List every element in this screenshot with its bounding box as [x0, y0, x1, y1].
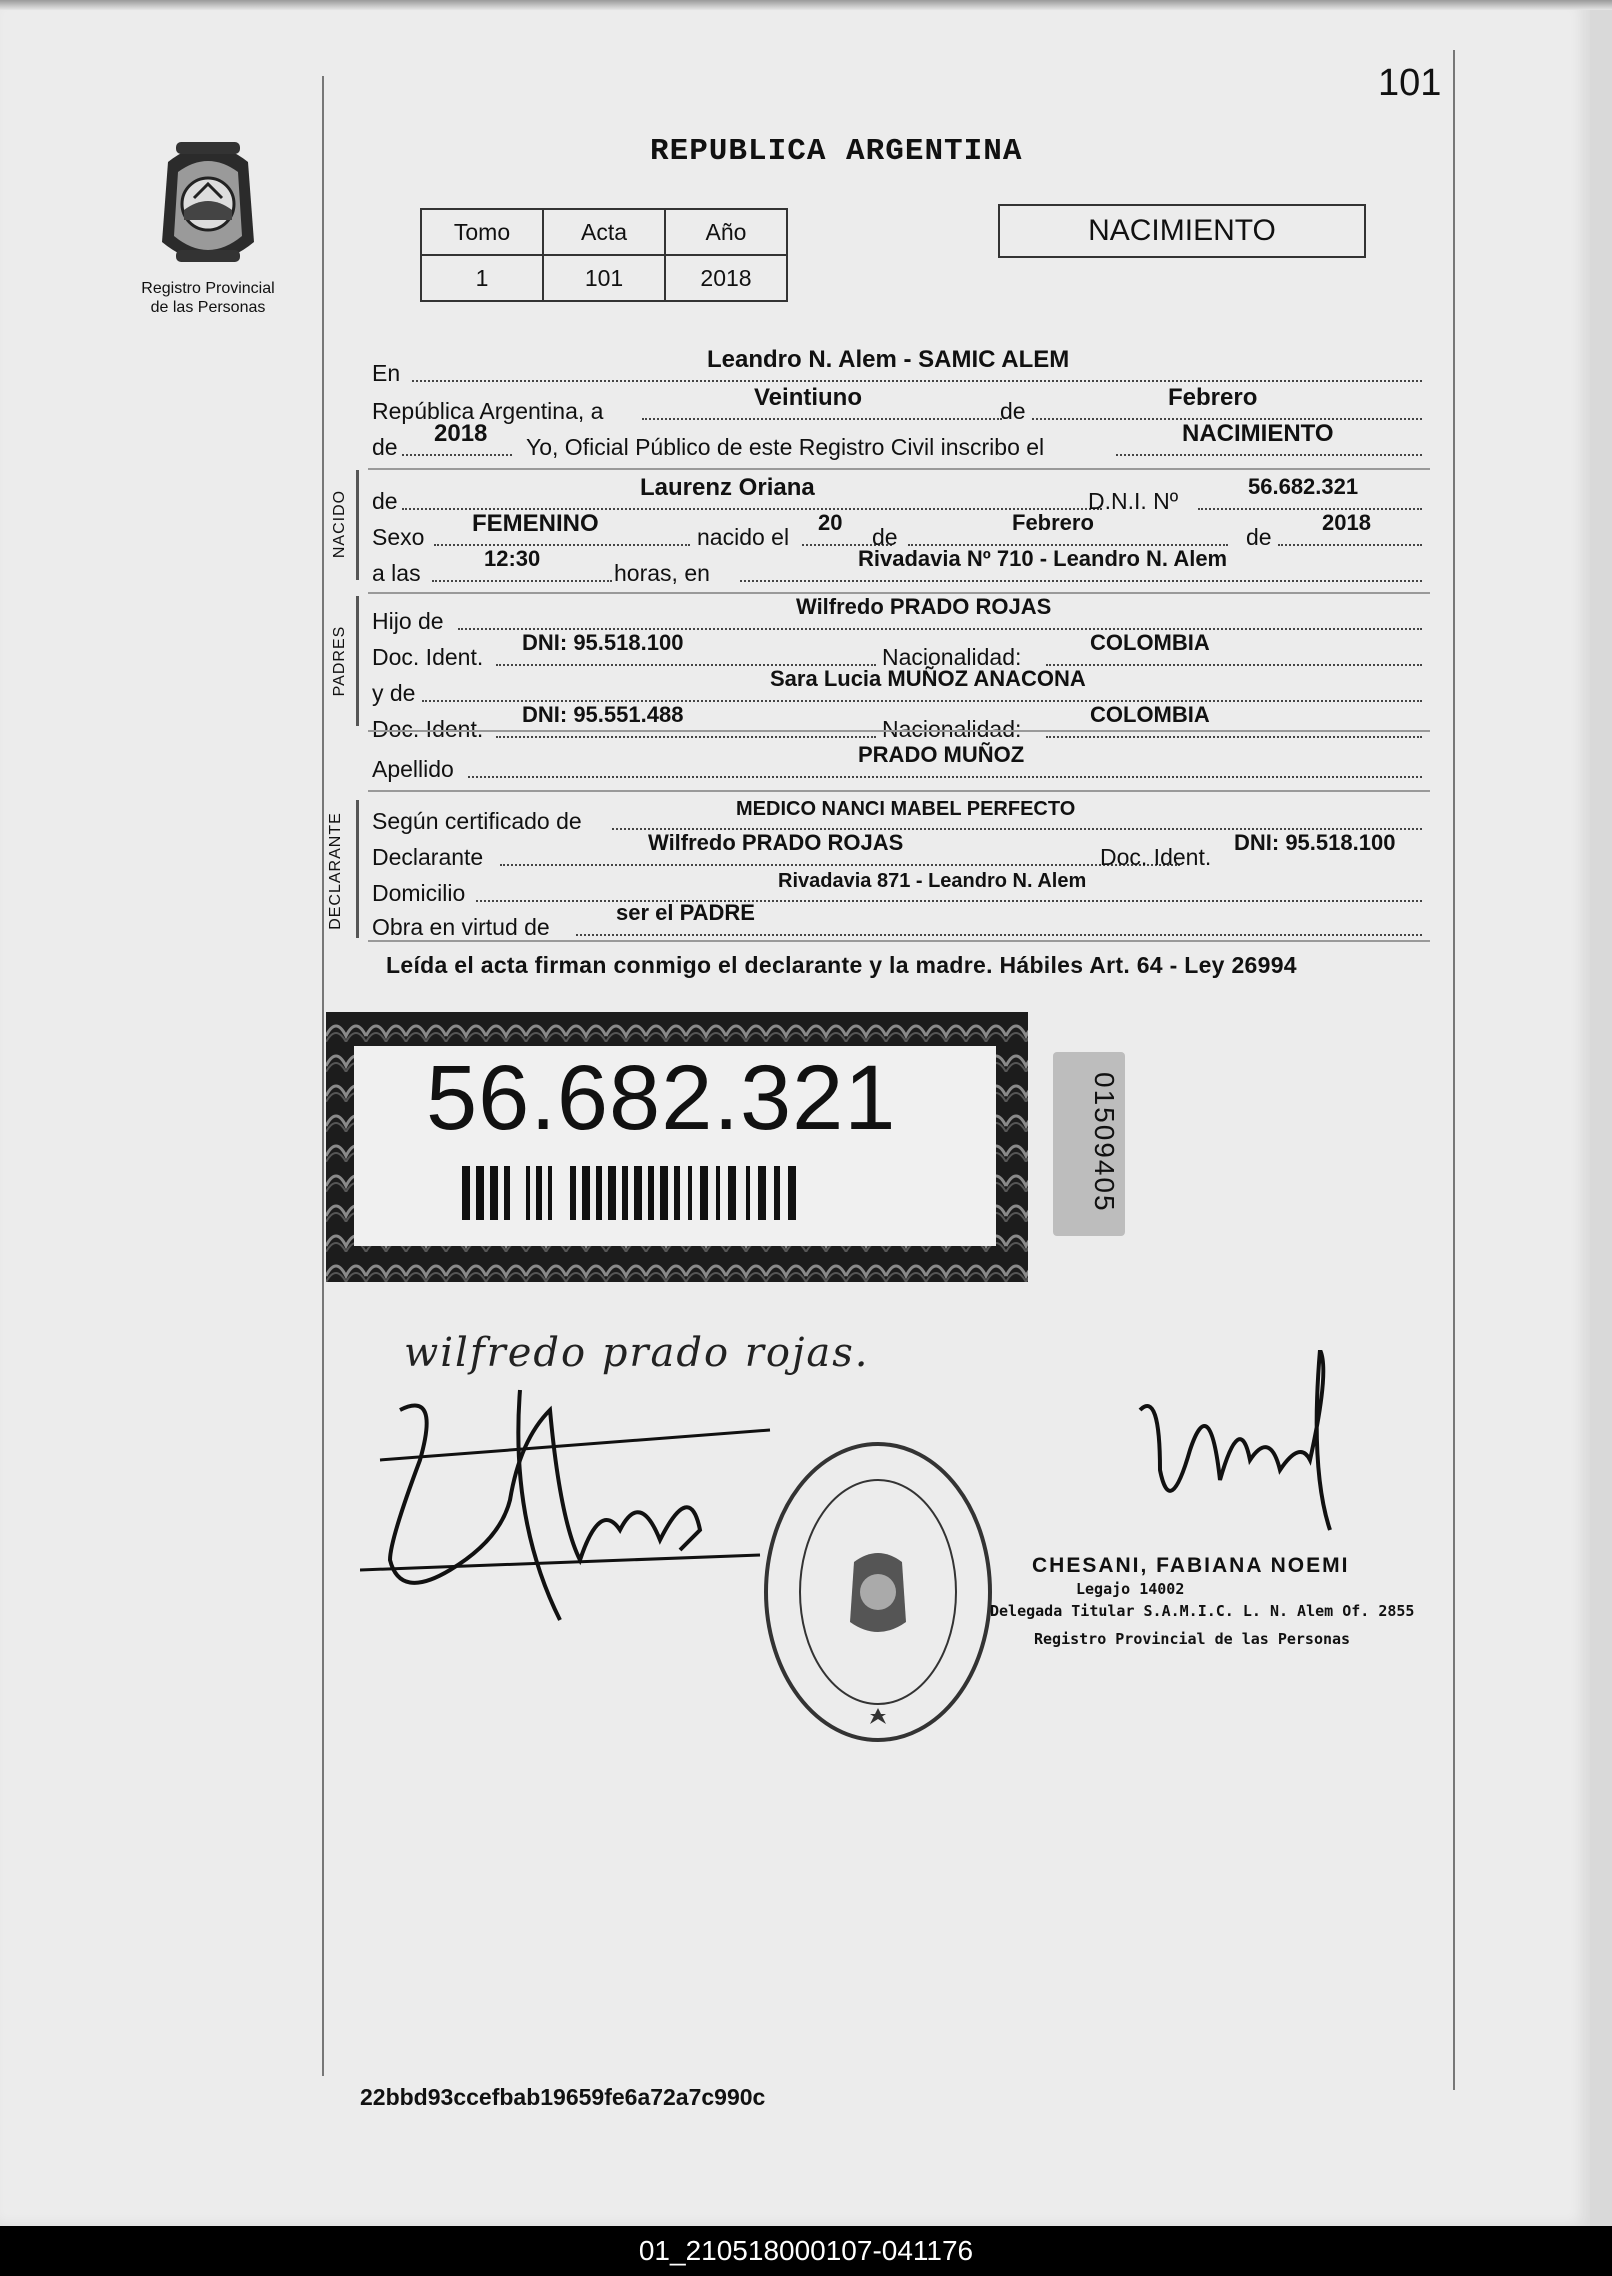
document-title: REPUBLICA ARGENTINA	[650, 134, 1023, 169]
label-de-month: de	[872, 524, 898, 550]
right-margin-line	[1453, 50, 1455, 2090]
label-inscribo: Yo, Oficial Público de este Registro Civil inscribo el	[526, 434, 1045, 460]
official-signature	[1130, 1350, 1350, 1550]
ref-header-anio: Año	[665, 209, 787, 255]
label-de-name: de	[372, 488, 398, 514]
official-stamp	[758, 1436, 998, 1748]
registry-caption	[118, 279, 298, 317]
value-day: Veintiuno	[754, 384, 862, 411]
row-mother-doc	[372, 702, 1428, 742]
value-mother: Sara Lucia MUÑOZ ANACONA	[770, 666, 1086, 691]
value-certificate: MEDICO NANCI MABEL PERFECTO	[736, 798, 1076, 820]
label-doc-declarante: Doc. Ident.	[1100, 844, 1212, 870]
row-name	[372, 474, 1428, 514]
value-sexo: FEMENINO	[472, 510, 599, 537]
reference-table	[420, 208, 788, 302]
value-declarante: Wilfredo PRADO ROJAS	[648, 830, 904, 855]
label-de: de	[1000, 398, 1026, 424]
value-birth-month: Febrero	[1012, 510, 1094, 535]
section-bar-padres	[356, 596, 359, 726]
label-y-de: y de	[372, 680, 416, 706]
value-mother-doc: DNI: 95.551.488	[522, 702, 684, 727]
row-domicilio	[372, 872, 1428, 906]
row-apellido	[372, 742, 1428, 782]
record-type-box: NACIMIENTO	[998, 204, 1366, 258]
section-label-declarante: DECLARANTE	[327, 812, 344, 930]
row-father	[372, 594, 1428, 634]
section-divider	[368, 468, 1430, 470]
value-place: Leandro N. Alem - SAMIC ALEM	[707, 346, 1070, 373]
section-divider	[368, 940, 1430, 942]
value-birth-day: 20	[818, 510, 843, 535]
label-horas: horas, en	[614, 560, 710, 586]
document-hash: 22bbd93ccefbab19659fe6a72a7c990c	[360, 2084, 766, 2110]
label-obra: Obra en virtud de	[372, 914, 550, 940]
official-legajo: Legajo 14002	[1076, 1580, 1185, 1598]
value-mother-nat: COLOMBIA	[1090, 702, 1210, 727]
value-month: Febrero	[1168, 384, 1258, 411]
official-name: CHESANI, FABIANA NOEMI	[1032, 1554, 1350, 1577]
value-name: Laurenz Oriana	[640, 474, 815, 501]
row-act	[372, 420, 1428, 460]
page-number: 101	[1378, 62, 1442, 104]
label-sexo: Sexo	[372, 524, 425, 550]
dni-label-number: 56.682.321	[426, 1047, 897, 1149]
left-margin-line	[322, 76, 324, 2076]
section-divider	[368, 730, 1430, 732]
row-date	[372, 384, 1428, 424]
registry-caption-line: de las Personas	[150, 299, 266, 316]
label-nacido-el: nacido el	[697, 524, 790, 550]
section-bar-declarante	[356, 800, 359, 938]
row-sex-birth	[372, 510, 1428, 550]
row-father-doc	[372, 630, 1428, 670]
section-bar-nacido	[356, 470, 359, 580]
value-father: Wilfredo PRADO ROJAS	[796, 594, 1052, 619]
registry-caption-line: Registro Provincial	[141, 280, 275, 297]
row-mother	[372, 666, 1428, 706]
label-dni: D.N.I. Nº	[1088, 488, 1179, 514]
label-en: En	[372, 360, 401, 386]
label-a-las: a las	[372, 560, 421, 586]
row-certificate	[372, 800, 1428, 834]
label-declarante: Declarante	[372, 844, 484, 870]
value-birth-place: Rivadavia Nº 710 - Leandro N. Alem	[858, 546, 1228, 571]
value-act: NACIMIENTO	[1182, 420, 1334, 447]
ref-header-acta: Acta	[543, 209, 665, 255]
ref-value-anio: 2018	[665, 255, 787, 301]
section-label-padres: PADRES	[331, 625, 348, 697]
file-id-bar: 01_210518000107-041176	[0, 2226, 1612, 2276]
label-republica: República Argentina, a	[372, 398, 604, 424]
row-declarante	[372, 830, 1428, 870]
label-domicilio: Domicilio	[372, 880, 466, 906]
value-declarante-doc: DNI: 95.518.100	[1234, 830, 1396, 855]
label-nac-father: Nacionalidad:	[882, 644, 1022, 670]
value-obra: ser el PADRE	[616, 900, 755, 925]
row-place	[372, 346, 1428, 386]
row-time-place	[372, 546, 1428, 586]
ref-value-tomo: 1	[421, 255, 543, 301]
label-doc-mother: Doc. Ident.	[372, 716, 484, 742]
value-domicilio: Rivadavia 871 - Leandro N. Alem	[778, 870, 1087, 892]
value-apellido: PRADO MUÑOZ	[858, 742, 1025, 767]
label-apellido: Apellido	[372, 756, 454, 782]
scan-edge	[0, 0, 1612, 10]
row-obra	[372, 900, 1428, 940]
value-year: 2018	[434, 420, 488, 447]
label-doc-father: Doc. Ident.	[372, 644, 484, 670]
label-hijo-de: Hijo de	[372, 608, 444, 634]
official-delegate: Delegada Titular S.A.M.I.C. L. N. Alem Of. 2855	[990, 1602, 1415, 1620]
label-de-year: de	[372, 434, 398, 460]
ref-value-acta: 101	[543, 255, 665, 301]
official-registry: Registro Provincial de las Personas	[1034, 1630, 1351, 1648]
value-father-nat: COLOMBIA	[1090, 630, 1210, 655]
serial-number: 01509405	[1089, 1072, 1120, 1213]
value-dni: 56.682.321	[1248, 474, 1359, 499]
label-nac-mother: Nacionalidad:	[882, 716, 1022, 742]
value-birth-year: 2018	[1322, 510, 1371, 535]
label-certificado: Según certificado de	[372, 808, 582, 834]
declarant-signature	[360, 1380, 780, 1640]
ref-header-tomo: Tomo	[421, 209, 543, 255]
section-label-nacido: NACIDO	[331, 489, 348, 559]
section-divider	[368, 790, 1430, 792]
provincial-seal-icon	[148, 132, 268, 272]
handwritten-name: wilfredo prado rojas.	[404, 1330, 870, 1376]
closing-statement: Leída el acta firman conmigo el declarante y la madre. Hábiles Art. 64 - Ley 26994	[386, 952, 1297, 978]
value-father-doc: DNI: 95.518.100	[522, 630, 684, 655]
label-de-birth-year: de	[1246, 524, 1272, 550]
value-time: 12:30	[484, 546, 541, 571]
